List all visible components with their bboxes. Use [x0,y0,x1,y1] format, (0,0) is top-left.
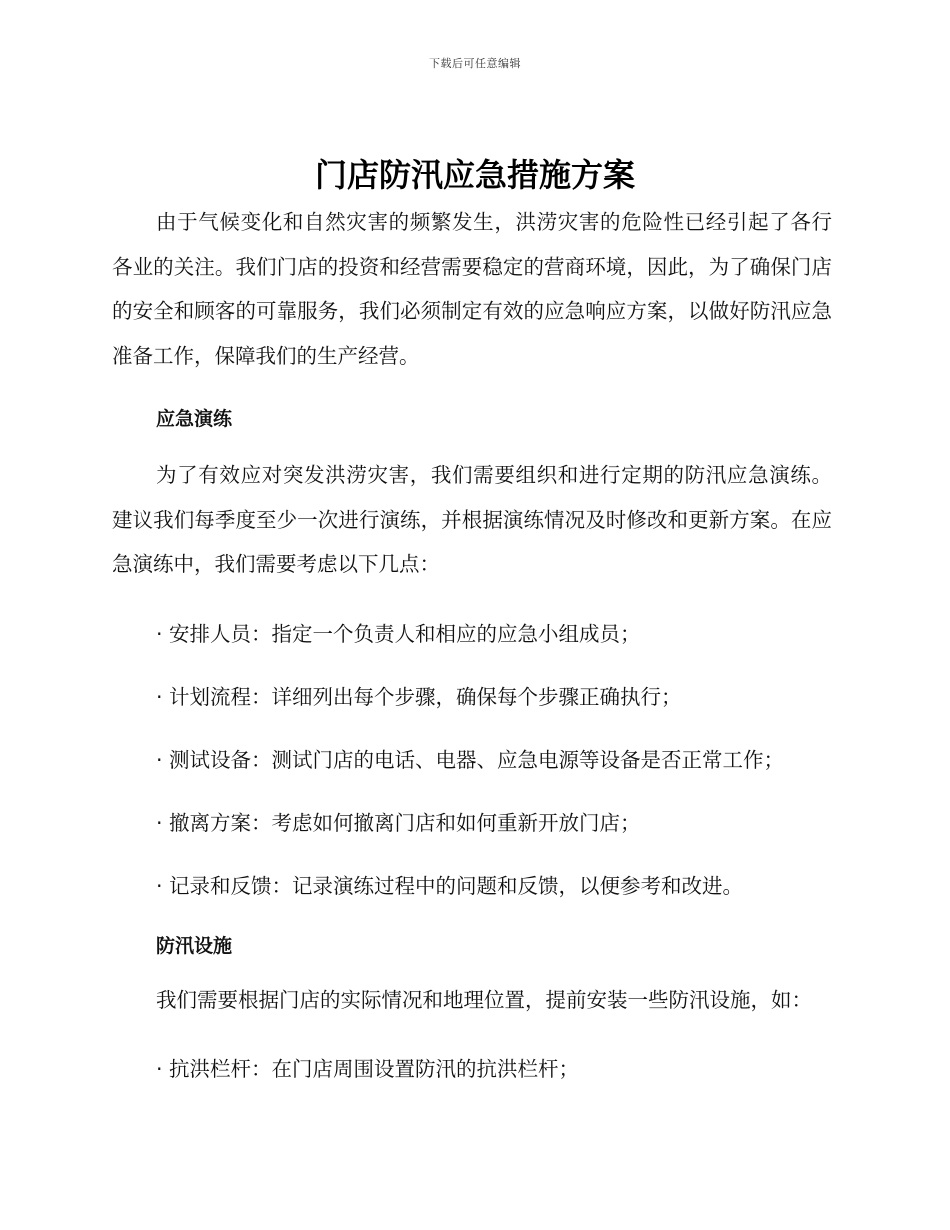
list-item: · 计划流程：详细列出每个步骤，确保每个步骤正确执行； [156,684,682,709]
section-heading-drill: 应急演练 [156,408,233,430]
list-item: · 记录和反馈：记录演练过程中的问题和反馈，以便参考和改进。 [156,873,744,898]
section-heading-facilities: 防汛设施 [156,934,233,957]
list-item: · 安排人员：指定一个负责人和相应的应急小组成员； [156,621,641,646]
list-item: · 撤离方案：考虑如何撤离门店和如何重新开放门店； [156,810,641,835]
facilities-paragraph: 我们需要根据门店的实际情况和地理位置，提前安装一些防汛设施，如： [156,987,812,1012]
document-body [112,200,832,1082]
document-title: 门店防汛应急措施方案 [314,156,635,194]
drill-paragraph: 为了有效应对突发洪涝灾害，我们需要组织和进行定期的防汛应急演练。建议我们每季度至少一次进行演练，并根据演练情况及时修改和更新方案。在应急演练中，我们需要考虑以下几点： [112,463,832,576]
intro-paragraph: 由于气候变化和自然灾害的频繁发生，洪涝灾害的危险性已经引起了各行各业的关注。我们门店的投资和经营需要稳定的营商环境，因此，为了确保门店的安全和顾客的可靠服务，我们必须制定有效的应急响应方案，以做好防汛应急准备工作，保障我们的生产经营。 [112,210,832,368]
list-item: · 抗洪栏杆：在门店周围设置防汛的抗洪栏杆； [156,1057,580,1081]
list-item: · 测试设备：测试门店的电话、电器、应急电源等设备是否正常工作； [156,747,785,772]
page-header-note: 下载后可任意编辑 [429,57,521,70]
